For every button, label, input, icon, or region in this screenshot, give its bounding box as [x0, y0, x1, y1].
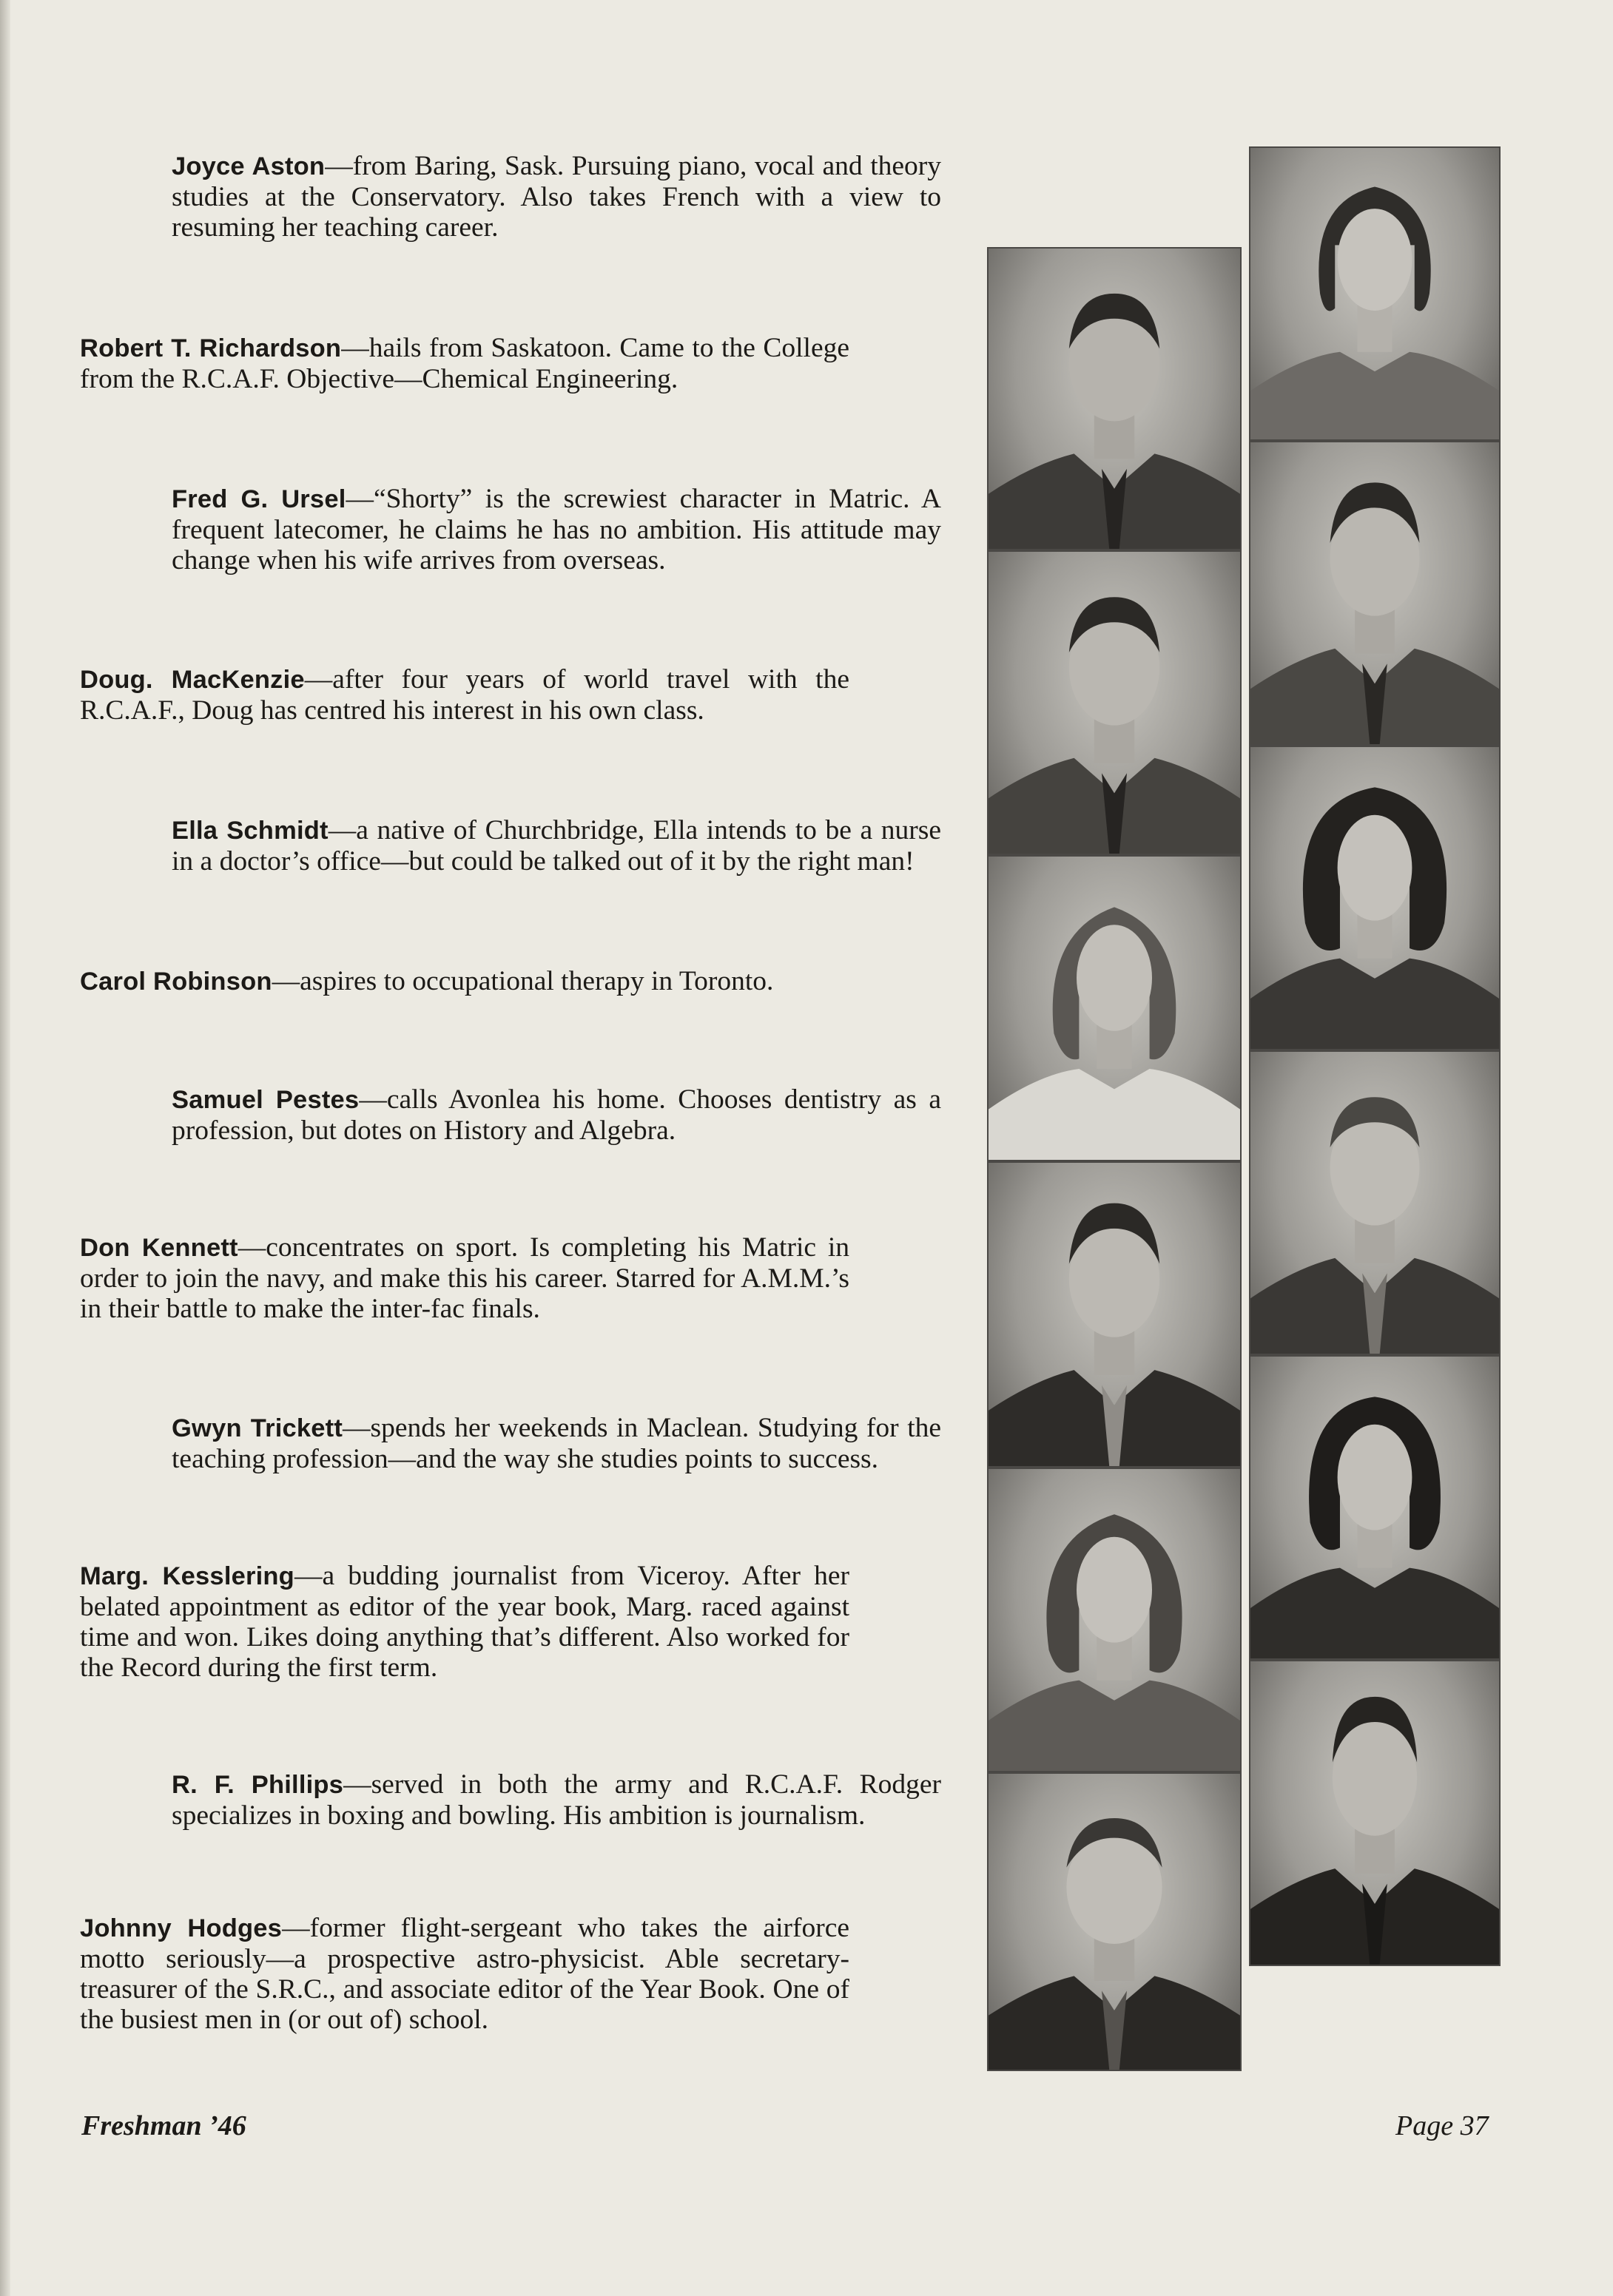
entry-name: Carol Robinson	[80, 968, 272, 996]
entry-text: —served in both the army and R.C.A.F. Rodger specializes in boxing and bowling. His ambition is journalism.	[172, 1769, 941, 1831]
entry-name: Don Kennett	[80, 1234, 238, 1262]
entry-ella-schmidt	[172, 815, 941, 877]
entry-don-kennett	[80, 1232, 849, 1324]
entry-text: —“Shorty” is the screwiest character in Matric. A frequent latecomer, he claims he has no ambition. His attitude may change when his wife arrives from overseas.	[172, 484, 941, 575]
entry-text: —hails from Saskatoon. Came to the College from the R.C.A.F. Objective—Chemical Engineering.	[80, 333, 849, 394]
entry-text: —calls Avonlea his home. Chooses dentistry as a profession, but dotes on History and Algebra.	[172, 1084, 941, 1146]
portrait-man-icon	[989, 1163, 1240, 1466]
entry-marg-kesslering	[80, 1561, 849, 1683]
entry-name: Doug. MacKenzie	[80, 666, 305, 694]
entry-carol-robinson	[80, 966, 849, 997]
entry-doug-mackenzie	[80, 664, 849, 726]
portrait-photo	[987, 1468, 1242, 1772]
entry-name: Fred G. Ursel	[172, 485, 346, 513]
entry-name: R. F. Phillips	[172, 1771, 344, 1799]
entry-text: —a native of Churchbridge, Ella intends to be a nurse in a doctor’s office—but could be talked out of it by the right man!	[172, 815, 941, 877]
entry-name: Johnny Hodges	[80, 1914, 283, 1942]
portrait-photo	[1249, 1355, 1501, 1660]
entry-robert-richardson	[80, 333, 849, 394]
page-edge	[0, 0, 10, 2296]
entry-rf-phillips	[172, 1769, 941, 1831]
entry-text: —a budding journalist from Viceroy. After her belated appointment as editor of the year book, Marg. raced against time and won. Likes doing anything that’s different. Also worked for the Record during the first term.	[80, 1561, 849, 1683]
entry-text: —concentrates on sport. Is completing his Matric in order to join the navy, and make this his career. Starred for A.M.M.’s in their battle to make the inter-fac finals.	[80, 1232, 850, 1324]
portrait-photo	[987, 247, 1242, 550]
entry-name: Samuel Pestes	[172, 1086, 360, 1114]
entry-text: —former flight-sergeant who takes the airforce motto seriously—a prospective astro-physicist. Able secretary-treasurer of the S.R.C., and associate editor of the Year Book. One of the busiest men in (or out of) school.	[80, 1913, 849, 2035]
portrait-photo	[1249, 146, 1501, 441]
entry-text: —from Baring, Sask. Pursuing piano, vocal and theory studies at the Conservatory. Also takes French with a view to resuming her teaching career.	[172, 151, 941, 243]
footer-publication: Freshman ’46	[81, 2110, 246, 2141]
portrait-photo	[1249, 1050, 1501, 1355]
portrait-woman-icon	[1250, 747, 1499, 1049]
entry-name: Gwyn Trickett	[172, 1414, 343, 1442]
portrait-photo	[1249, 746, 1501, 1050]
portrait-photo	[1249, 441, 1501, 746]
portrait-woman-icon	[1250, 148, 1499, 439]
portrait-man-icon	[989, 552, 1240, 854]
entry-name: Robert T. Richardson	[80, 334, 342, 362]
entry-samuel-pestes	[172, 1084, 941, 1146]
portrait-man-icon	[989, 249, 1240, 549]
entry-gwyn-trickett	[172, 1413, 941, 1474]
portrait-photo	[1249, 1660, 1501, 1966]
portrait-photo	[987, 1772, 1242, 2071]
portrait-man-icon	[1250, 1052, 1499, 1354]
portrait-man-icon	[1250, 442, 1499, 744]
portrait-photo	[987, 1161, 1242, 1468]
portrait-woman-icon	[1250, 1357, 1499, 1658]
entry-fred-ursel	[172, 484, 941, 575]
portrait-woman-icon	[989, 857, 1240, 1160]
portrait-photo	[987, 550, 1242, 855]
entry-text: —after four years of world travel with the R.C.A.F., Doug has centred his interest in his own class.	[80, 664, 849, 726]
footer-page-number: Page 37	[1395, 2110, 1489, 2141]
entry-text: —spends her weekends in Maclean. Studying for the teaching profession—and the way she studies points to success.	[172, 1413, 942, 1474]
entry-name: Marg. Kesslering	[80, 1562, 294, 1590]
portrait-woman-icon	[989, 1469, 1240, 1771]
entry-johnny-hodges	[80, 1913, 849, 2035]
portrait-photo	[987, 855, 1242, 1161]
entry-name: Ella Schmidt	[172, 817, 329, 845]
portrait-man-icon	[1250, 1661, 1499, 1965]
entry-text: —aspires to occupational therapy in Toronto.	[272, 966, 774, 996]
entry-name: Joyce Aston	[172, 152, 326, 180]
entry-joyce-aston	[172, 151, 941, 243]
portrait-man-icon	[989, 1774, 1240, 2070]
